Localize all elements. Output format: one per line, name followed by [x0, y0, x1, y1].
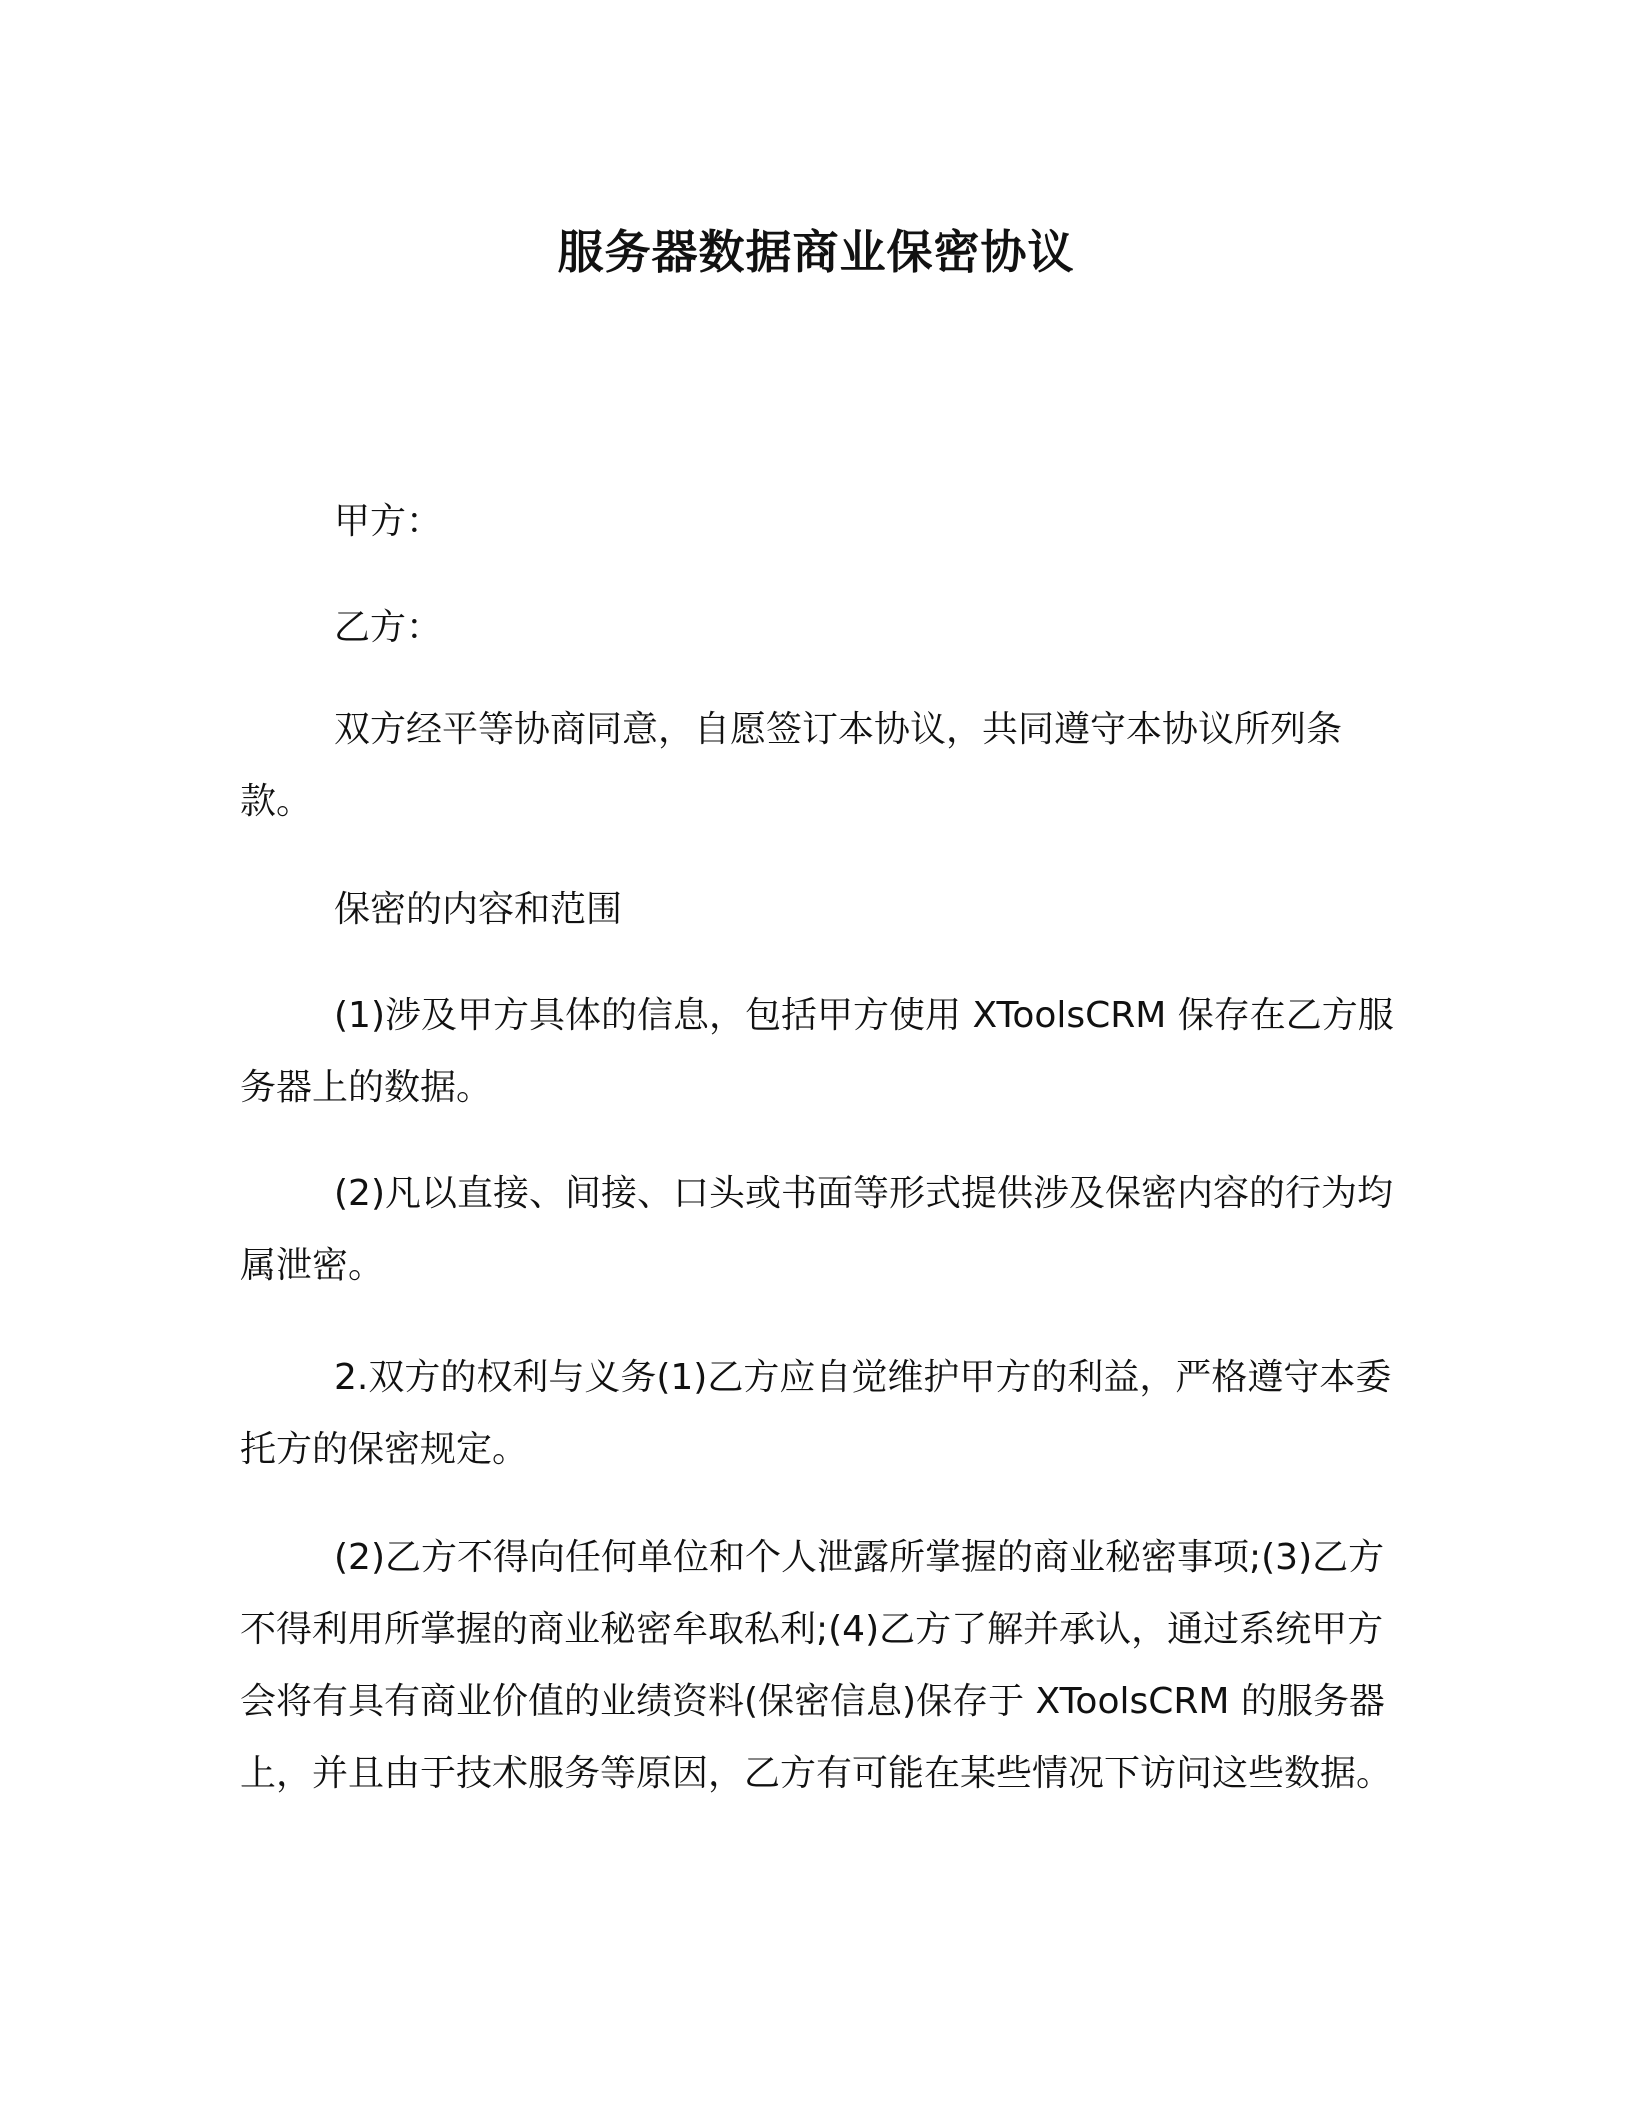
section-heading-confidential-scope: 保密的内容和范围: [334, 889, 623, 930]
rights-obligations-paragraph: 2.双方的权利与义务(1)乙方应自觉维护甲方的利益，严格遵守本委托方的保密规定。: [240, 1357, 1392, 1470]
party-a-line: 甲方：: [334, 501, 443, 542]
document-title: 服务器数据商业保密协议: [557, 225, 1075, 279]
clause-2-paragraph: (2)凡以直接、间接、口头或书面等形式提供涉及保密内容的行为均属泄密。: [240, 1173, 1393, 1286]
party-b-line: 乙方：: [334, 607, 443, 648]
clause-1-paragraph: (1)涉及甲方具体的信息，包括甲方使用 XToolsCRM 保存在乙方服务器上的数据。: [240, 995, 1394, 1108]
agreement-intro-paragraph: 双方经平等协商同意，自愿签订本协议，共同遵守本协议所列条款。: [240, 709, 1343, 822]
obligations-details-paragraph: (2)乙方不得向任何单位和个人泄露所掌握的商业秘密事项;(3)乙方不得利用所掌握的商业秘密牟取私利;(4)乙方了解并承认，通过系统甲方会将有具有商业价值的业绩资料(保密信息)保存于 XToolsCRM 的服务器上，并且由于技术服务等原因，乙方有可能在某些情况下访问这些数据。: [240, 1537, 1393, 1794]
